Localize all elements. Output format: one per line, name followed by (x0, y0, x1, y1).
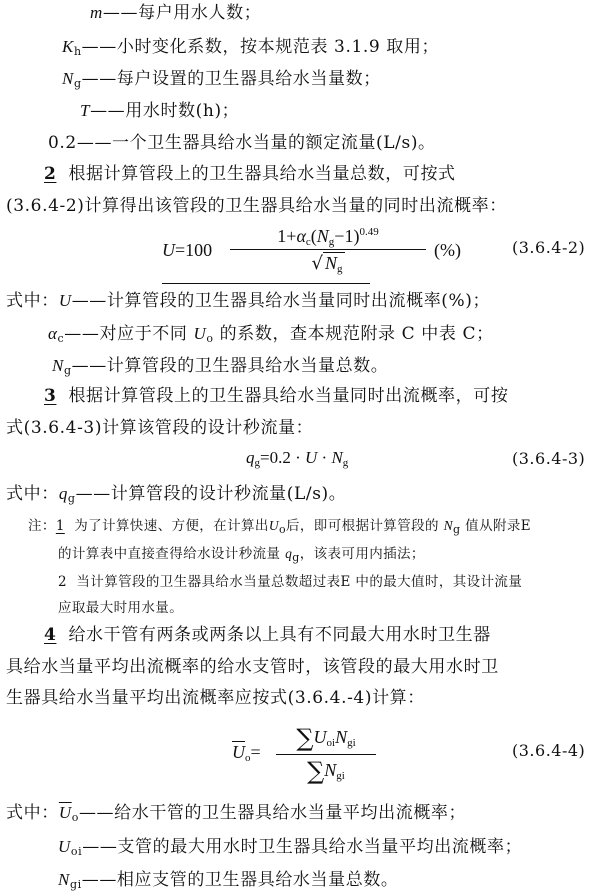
def-02: 0.2——一个卫生器具给水当量的额定流量(L/s)。 (48, 133, 436, 153)
def-alpha: $\alpha_c——$对应于不同 $U_o$ 的系数，查本规范附录 C 中表 C； (48, 324, 494, 345)
eq-label-3: (3.6.4-3) (512, 449, 586, 468)
note-2-line1: 2 当计算管段的卫生器具给水当量总数超过表E 中的最大值时，其设计流量 (58, 574, 523, 590)
item2-line2: (3.6.4-2)计算得出该管段的卫生器具给水当量的同时出流概率： (6, 196, 507, 216)
formula-3-6-4-3: $q_g=0.2 \cdot U \cdot N_g$ (246, 448, 349, 469)
def-uo: 式中：$\overline{U}_o——$给水干管的卫生器具给水当量平均出流概率； (6, 803, 467, 824)
def-q: 式中：$q_g——$计算管段的设计秒流量(L/s)。 (6, 484, 347, 505)
document-page: m——每户用水人数； $K_h——$小时变化系数，按本规范表 3.1.9 取用； $N_g——$每户设置的卫生器具给水当量数； T——用水时数(h)； 0.2——一个卫生器具给水当量的额定流量(L/s)。 2 根据计算管段上的卫生器具给水当量总数，可按式 (3.6.4-2)计算得出该管段的卫生器具给水当量的同时出流概率： U=100 $1+\alpha_c(N_g-1)^{0.49}$ √ $N_g$ (%) (3.6.4-2) 式中：U——计算管段的卫生器具给水当量同时出流概率(%)； $\alpha_c——$对应于不同 $U_o$ 的系数，查本规范附录 C 中表 C； $N_g——$计算管段的卫生器具给水当量总数。 3 根据计算管段上的卫生器具给水当量同时出流概率，可按 式(3.6.4-3)计算该管段的设计秒流量： $q_g=0.2 \cdot U \cdot N_g$ (3.6.4-3) 式中：$q_g——$计算管段的设计秒流量(L/s)。 注：1 为了计算快速、方便，在计算出$U_o$后，即可根据计算管段的 $N_g$ 值从附录E 的计算表中直接查得给水设计秒流量 $q_g$，该表可用内插法； 2 当计算管段的卫生器具给水当量总数超过表E 中的最大值时，其设计流量 应取最大时用水量。 4 给水干管有两条或两条以上具有不同最大用水时卫生器 具给水当量平均出流概率的给水支管时，该管段的最大用水时卫 生器具给水当量平均出流概率应按式(3.6.4.-4)计算： $\overline{U}_o=$ $\sum U_{oi}N_{gi}$ $\sum N_{gi}$ (3.6.4-4) 式中：$\overline{U}_o——$给水干管的卫生器具给水当量平均出流概率； $U_{oi}——$支管的最大用水时卫生器具给水当量平均出流概率； $N_{gi}——$相应支管的卫生器具给水当量总数。 (6, 3, 586, 891)
note-2-line2: 应取最大时用水量。 (58, 600, 184, 616)
note-1-line2: 的计算表中直接查得给水设计秒流量 $q_g$，该表可用内插法； (58, 546, 425, 564)
divider (162, 283, 370, 284)
item3-line2: 式(3.6.4-3)计算该管段的设计秒流量： (6, 418, 314, 438)
def-m: m——每户用水人数； (90, 3, 262, 23)
eq-label-2: (3.6.4-2) (512, 238, 586, 257)
def-uoi: $U_{oi}——$支管的最大用水时卫生器具给水当量平均出流概率； (58, 837, 523, 858)
note-1-line1: 注：1 为了计算快速、方便，在计算出$U_o$后，即可根据计算管段的 $N_g$ 值从附录E (28, 518, 532, 536)
item4-line3: 生器具给水当量平均出流概率应按式(3.6.4.-4)计算： (6, 688, 425, 708)
def-ngi: $N_{gi}——$相应支管的卫生器具给水当量总数。 (58, 870, 399, 891)
item2-line1: 2 根据计算管段上的卫生器具给水当量总数，可按式 (44, 164, 456, 184)
def-kh: $K_h——$小时变化系数，按本规范表 3.1.9 取用； (62, 37, 440, 58)
item4-line1: 4 给水干管有两条或两条以上具有不同最大用水时卫生器 (44, 625, 491, 645)
def-ng: $N_g——$每户设置的卫生器具给水当量数； (62, 69, 381, 90)
item3-line1: 3 根据计算管段上的卫生器具给水当量同时出流概率，可按 (44, 386, 509, 406)
def-ng2: $N_g——$计算管段的卫生器具给水当量总数。 (52, 356, 389, 377)
def-u: 式中：U——计算管段的卫生器具给水当量同时出流概率(%)； (6, 291, 491, 311)
def-t: T——用水时数(h)； (80, 101, 240, 121)
eq-label-4: (3.6.4-4) (512, 741, 586, 760)
item4-line2: 具给水当量平均出流概率的给水支管时，该管段的最大用水时卫 (6, 657, 499, 677)
